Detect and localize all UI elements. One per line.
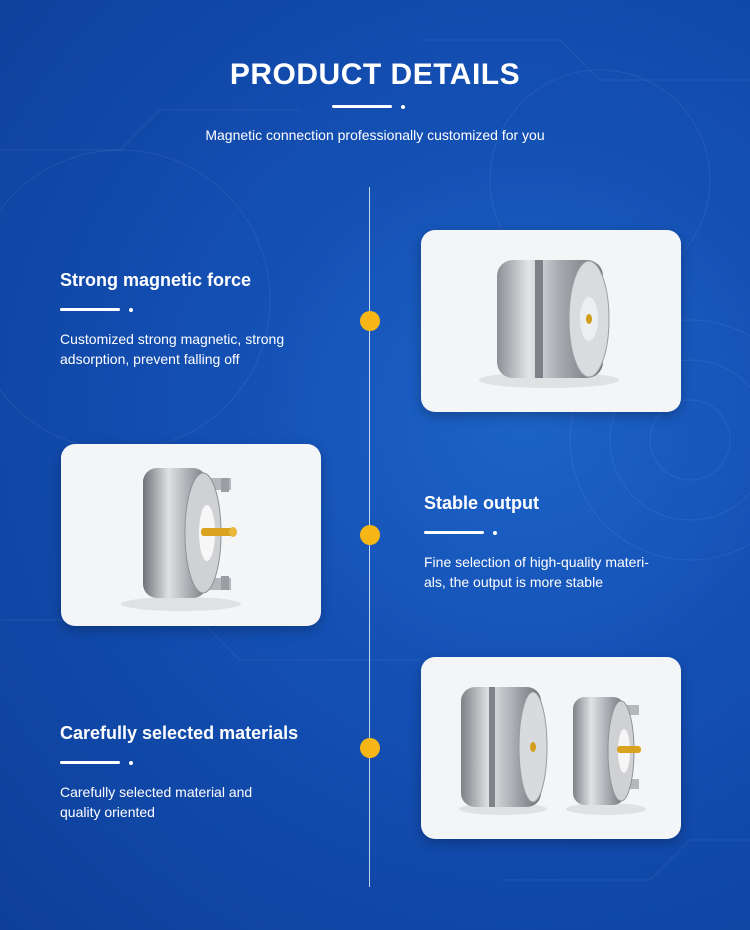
feature-strong-magnetic: [60, 270, 340, 369]
feature-selected-materials: [60, 723, 340, 822]
title-underline: [332, 105, 392, 108]
feature-description: Fine selection of high-quality materi- als, the output is more stable: [424, 554, 649, 590]
timeline-dot-2: [360, 525, 380, 545]
product-image-connector: [421, 230, 681, 412]
feature-divider: [60, 758, 340, 768]
feature-heading: Carefully selected materials: [60, 723, 299, 743]
product-image-connector-pair: [421, 657, 681, 839]
feature-divider: [60, 305, 340, 315]
timeline-dot-3: [360, 738, 380, 758]
feature-divider: [424, 528, 704, 538]
feature-heading: Strong magnetic force: [60, 270, 252, 290]
feature-description: Carefully selected material and quality oriented: [60, 784, 253, 820]
page-subtitle: Magnetic connection professionally customized for you: [205, 127, 545, 143]
product-image-connector-pins: [61, 444, 321, 626]
feature-description: Customized strong magnetic, strong adsorption, prevent falling off: [60, 331, 285, 367]
page-title: PRODUCT DETAILS: [229, 58, 521, 91]
title-dot: [401, 105, 405, 109]
timeline-dot-1: [360, 311, 380, 331]
feature-stable-output: [424, 493, 704, 592]
feature-heading: Stable output: [424, 493, 539, 513]
